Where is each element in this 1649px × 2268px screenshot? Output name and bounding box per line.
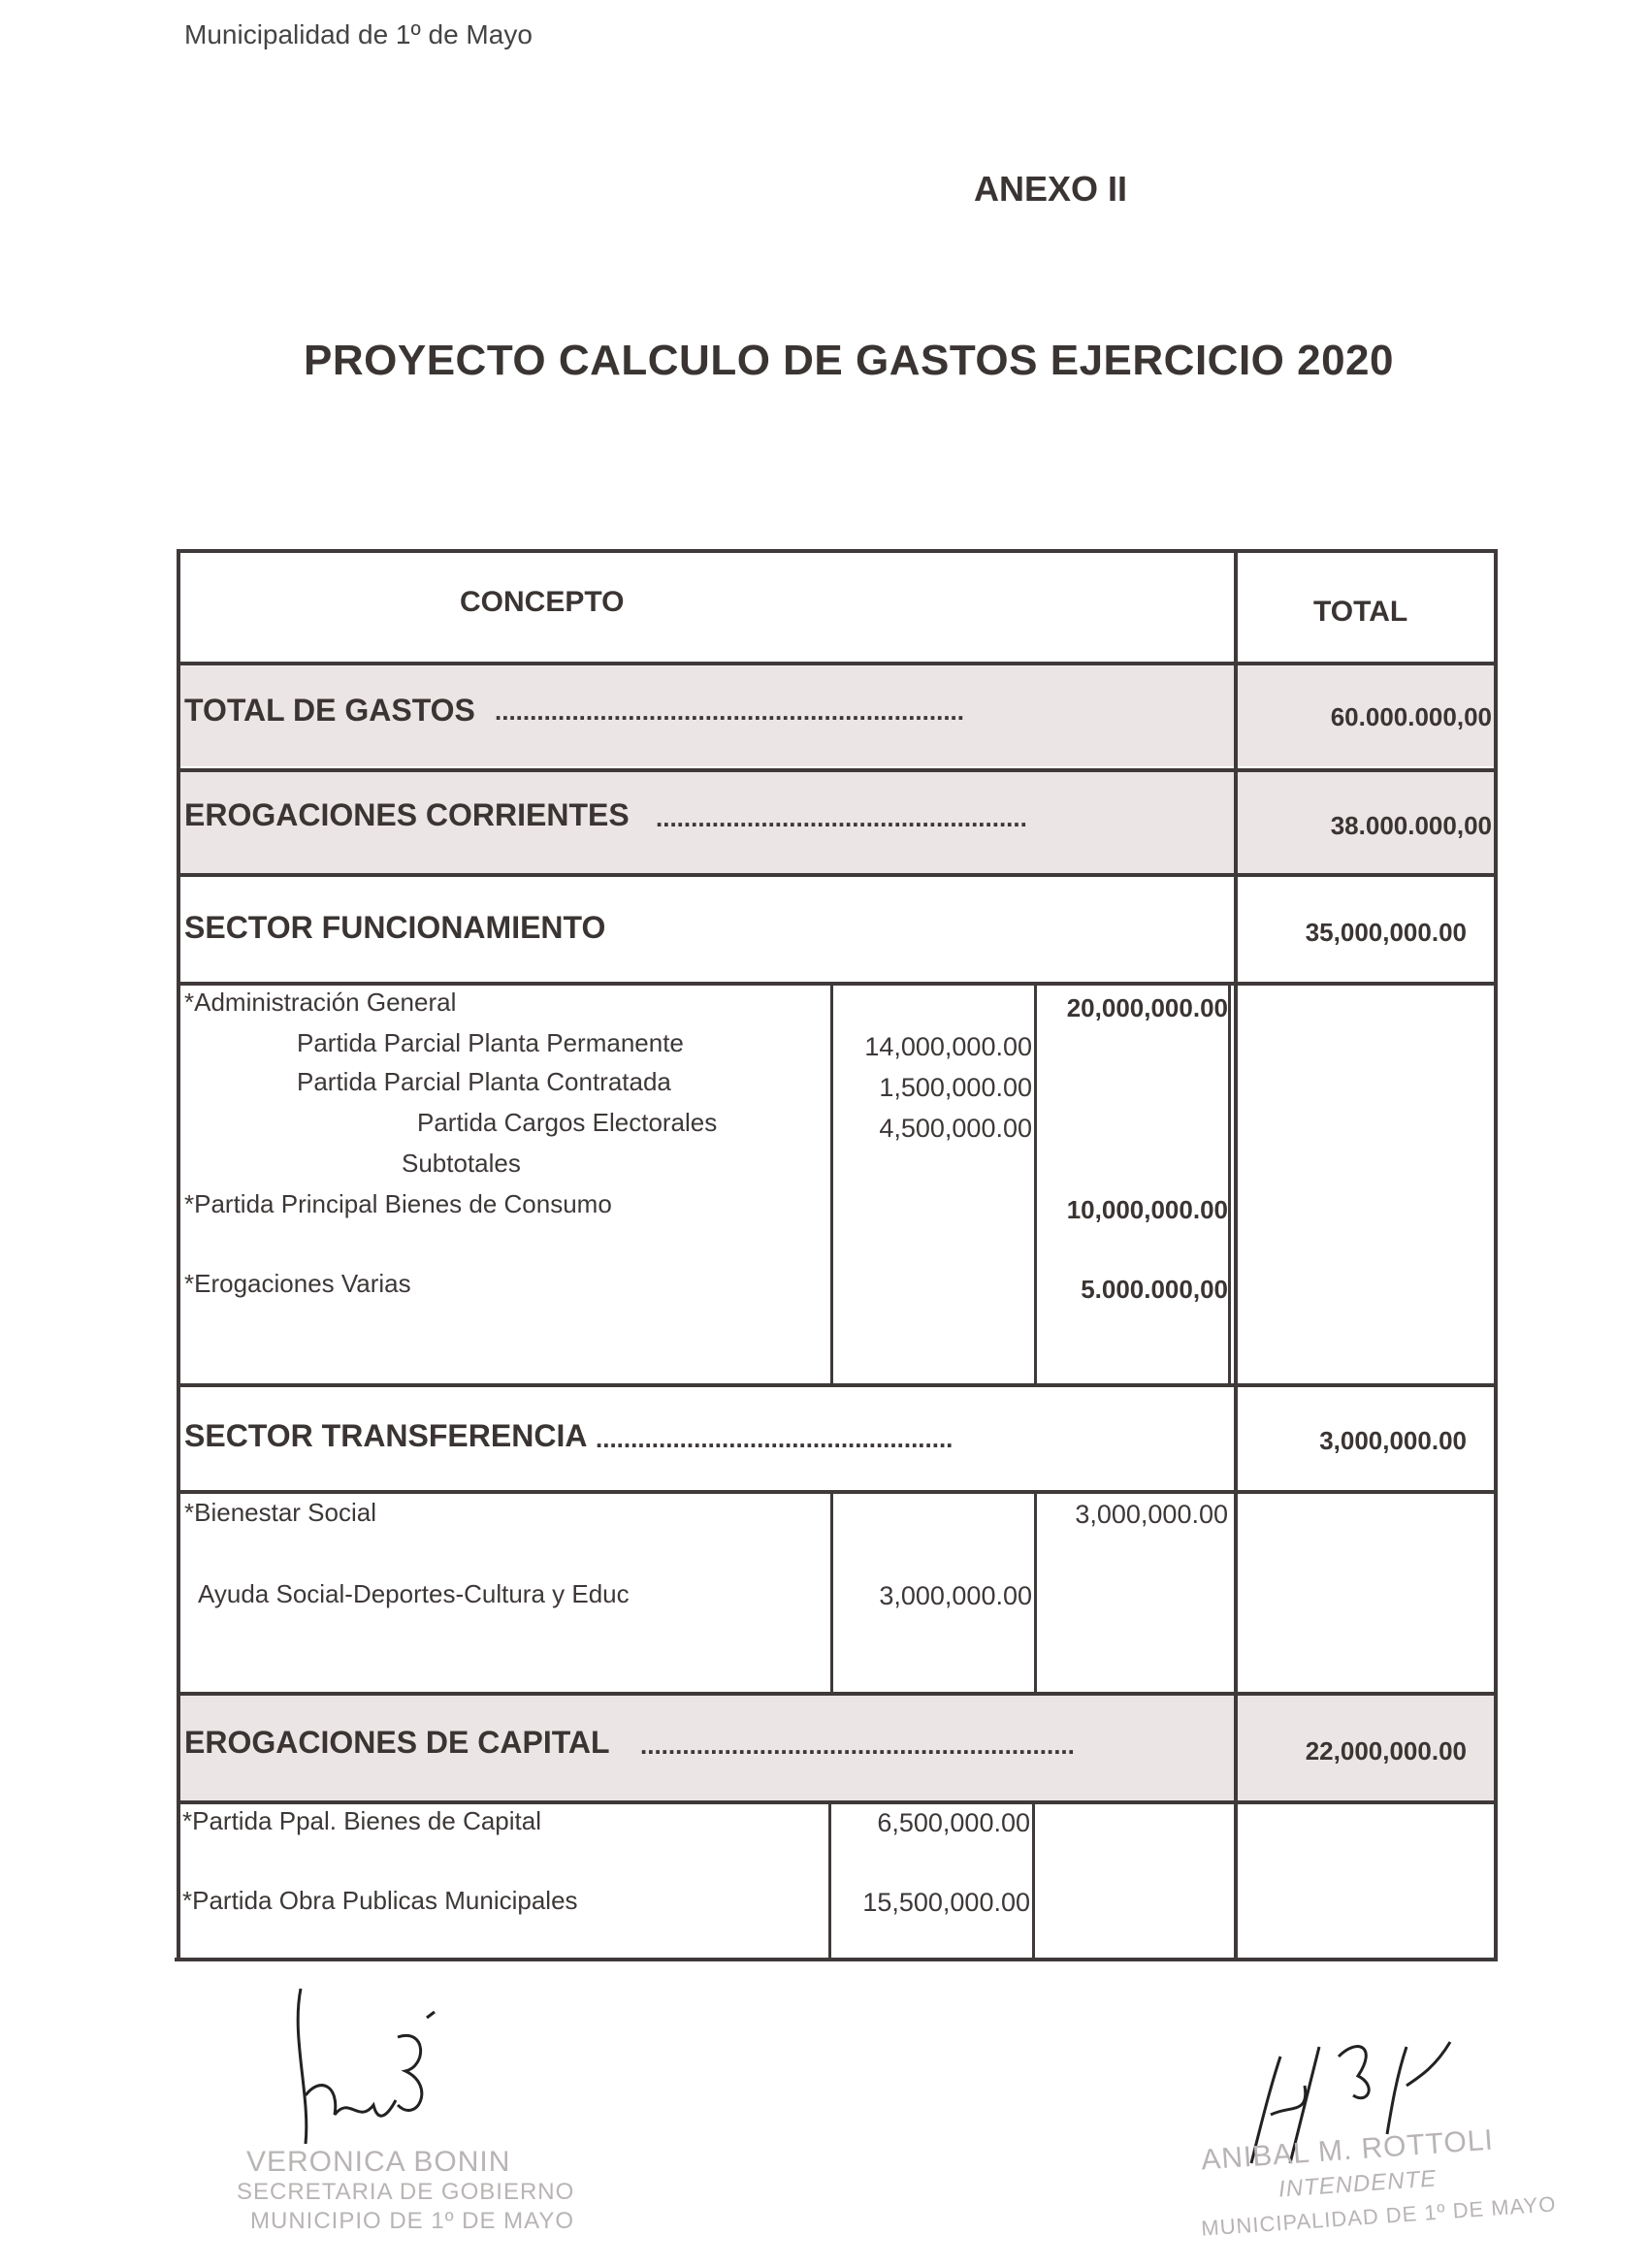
erogaciones-capital-leader: .............................................................. bbox=[640, 1731, 1075, 1760]
ayuda-social-amount: 3,000,000.00 bbox=[879, 1581, 1032, 1610]
row-line-6 bbox=[177, 1490, 1498, 1494]
administracion-amount: 20,000,000.00 bbox=[1066, 993, 1228, 1022]
signature-right-name: ANIBAL M. ROTTOLI bbox=[1200, 2123, 1495, 2177]
bienestar-social-label: *Bienestar Social bbox=[184, 1498, 376, 1527]
signature-left-org: MUNICIPIO DE 1º DE MAYO bbox=[250, 2208, 575, 2234]
divider-total-column bbox=[1234, 553, 1238, 1961]
erogaciones-corrientes-total: 38.000.000,00 bbox=[1330, 811, 1492, 840]
erogaciones-capital-total: 22,000,000.00 bbox=[1305, 1736, 1467, 1766]
row-line-3 bbox=[177, 873, 1498, 877]
row-line-1 bbox=[177, 662, 1498, 665]
divider-sub-column-3b bbox=[1234, 1494, 1237, 1694]
bienes-capital-label: *Partida Ppal. Bienes de Capital bbox=[182, 1806, 542, 1835]
divider-sub-column-1b bbox=[830, 1494, 833, 1694]
cargos-electorales-amount: 4,500,000.00 bbox=[879, 1114, 1032, 1143]
annex-label: ANEXO II bbox=[974, 169, 1128, 209]
signature-left-name: VERONICA BONIN bbox=[246, 2146, 511, 2178]
bienes-consumo-label: *Partida Principal Bienes de Consumo bbox=[184, 1189, 612, 1218]
divider-sub-column-3 bbox=[1228, 984, 1231, 1385]
erogaciones-corrientes-label: EROGACIONES CORRIENTES bbox=[184, 797, 630, 832]
table-border-left bbox=[177, 549, 180, 1961]
cargos-electorales-label: Partida Cargos Electorales bbox=[417, 1108, 718, 1137]
planta-permanente-amount: 14,000,000.00 bbox=[864, 1032, 1032, 1061]
divider-sub-column-1 bbox=[830, 984, 833, 1385]
bienes-capital-amount: 6,500,000.00 bbox=[877, 1808, 1030, 1837]
divider-sub-column-1c bbox=[828, 1802, 831, 1961]
total-gastos-label: TOTAL DE GASTOS bbox=[184, 693, 475, 728]
row-line-8 bbox=[177, 1800, 1498, 1804]
erogaciones-capital-label: EROGACIONES DE CAPITAL bbox=[184, 1725, 610, 1760]
obras-publicas-label: *Partida Obra Publicas Municipales bbox=[182, 1886, 578, 1915]
row-line-5 bbox=[177, 1383, 1498, 1387]
sector-transferencia-label: SECTOR TRANSFERENCIA bbox=[184, 1418, 588, 1453]
header-municipality: Municipalidad de 1º de Mayo bbox=[184, 19, 533, 49]
erogaciones-varias-amount: 5.000.000,00 bbox=[1081, 1275, 1228, 1304]
obras-publicas-amount: 15,500,000.00 bbox=[862, 1888, 1030, 1917]
planta-contratada-amount: 1,500,000.00 bbox=[879, 1073, 1032, 1102]
planta-contratada-label: Partida Parcial Planta Contratada bbox=[297, 1067, 671, 1096]
sector-funcionamiento-label: SECTOR FUNCIONAMIENTO bbox=[184, 910, 606, 945]
row-line-4 bbox=[177, 982, 1498, 986]
row-line-7 bbox=[177, 1692, 1498, 1696]
ayuda-social-label: Ayuda Social-Deportes-Cultura y Educ bbox=[198, 1579, 630, 1608]
row-line-2 bbox=[177, 768, 1498, 772]
bienestar-social-amount: 3,000,000.00 bbox=[1075, 1500, 1228, 1529]
subtotales-label: Subtotales bbox=[402, 1149, 521, 1178]
column-header-concepto: CONCEPTO bbox=[460, 586, 625, 618]
table-border-bottom bbox=[175, 1958, 1498, 1961]
divider-sub-column-2c bbox=[1032, 1802, 1035, 1961]
total-gastos-total: 60.000.000,00 bbox=[1330, 702, 1492, 731]
divider-sub-column-2 bbox=[1034, 984, 1037, 1385]
total-gastos-leader: ................................................................... bbox=[495, 697, 964, 726]
page-title: PROYECTO CALCULO DE GASTOS EJERCICIO 2020 bbox=[304, 337, 1395, 384]
erogaciones-corrientes-leader: ..................................................... bbox=[656, 803, 1027, 832]
divider-sub-column-2b bbox=[1034, 1494, 1037, 1694]
sector-transferencia-leader: ................................................... bbox=[596, 1424, 954, 1453]
signature-right-org: MUNICIPALIDAD DE 1º DE MAYO bbox=[1200, 2191, 1558, 2241]
table-border-right bbox=[1494, 553, 1498, 1961]
erogaciones-varias-label: *Erogaciones Varias bbox=[184, 1269, 411, 1298]
administracion-label: *Administración General bbox=[184, 988, 457, 1017]
planta-permanente-label: Partida Parcial Planta Permanente bbox=[297, 1028, 684, 1057]
column-header-total: TOTAL bbox=[1313, 596, 1408, 628]
signature-left-role: SECRETARIA DE GOBIERNO bbox=[237, 2179, 575, 2205]
table-border-top bbox=[177, 549, 1498, 553]
sector-transferencia-total: 3,000,000.00 bbox=[1319, 1426, 1467, 1455]
signature-left-stroke bbox=[281, 1979, 475, 2154]
bienes-consumo-amount: 10,000,000.00 bbox=[1066, 1195, 1228, 1224]
signature-right-role: INTENDENTE bbox=[1277, 2165, 1439, 2203]
sector-funcionamiento-total: 35,000,000.00 bbox=[1305, 918, 1467, 947]
